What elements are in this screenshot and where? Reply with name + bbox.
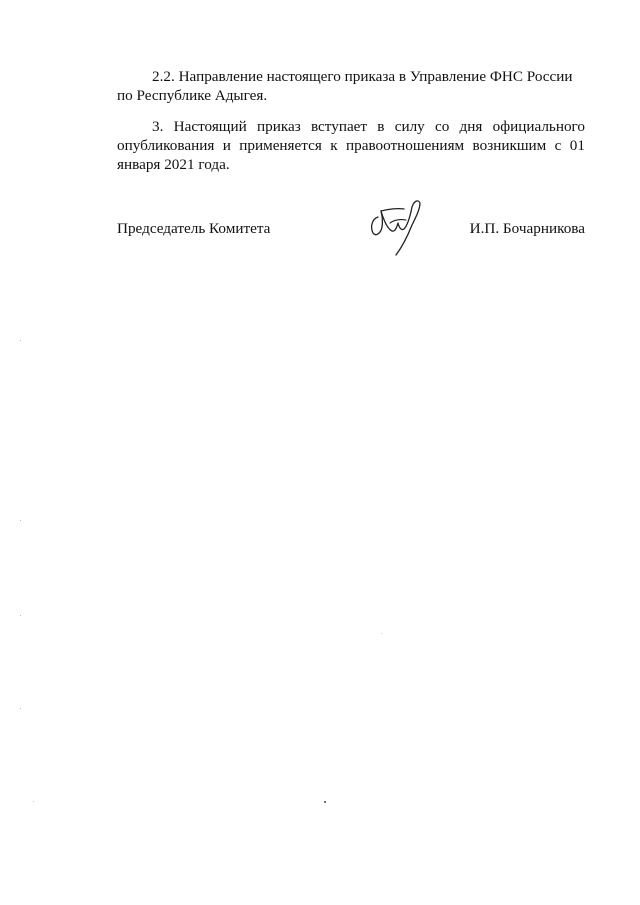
scan-speck: [20, 615, 21, 616]
paragraph-3-line-3: января 2021 года.: [117, 156, 230, 173]
paragraph-3-line-1: 3. Настоящий приказ вступает в силу со дня официального: [152, 118, 585, 135]
paragraph-2-2: 2.2. Направление настоящего приказа в Управление ФНС России по Республике Адыгея.: [117, 68, 573, 104]
signature-block: [117, 220, 585, 260]
handwritten-signature: [364, 193, 426, 259]
paragraph-3: [117, 117, 585, 174]
paragraph-3-line-2: опубликования и применяется к правоотношениям возникшим с 01: [117, 137, 585, 154]
scan-speck: [33, 801, 34, 802]
signer-position: Председатель Комитета: [117, 220, 271, 237]
scan-speck: [20, 520, 21, 521]
signer-name: И.П. Бочарникова: [469, 220, 585, 237]
scan-speck: [324, 801, 326, 803]
scan-speck: [20, 340, 21, 341]
scan-speck: [381, 633, 382, 634]
scan-speck: [20, 708, 21, 709]
